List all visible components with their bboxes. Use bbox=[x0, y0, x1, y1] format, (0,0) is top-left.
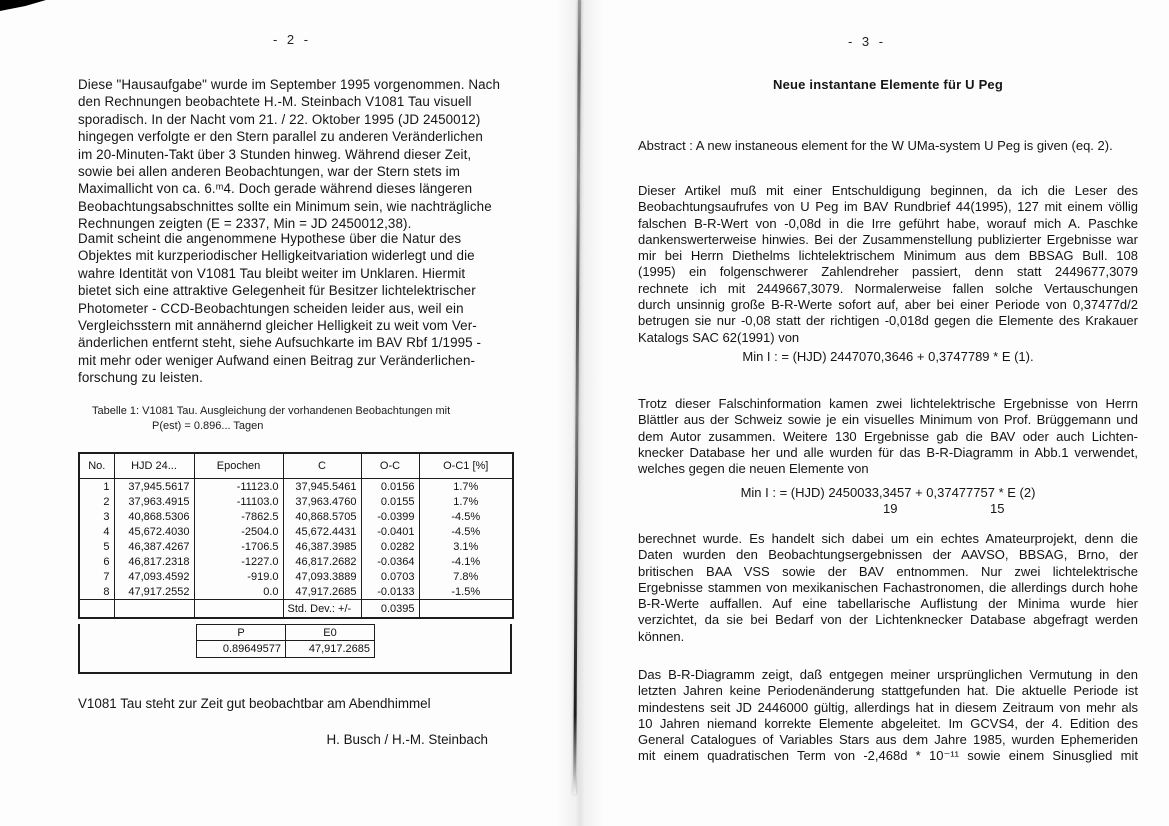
text-line: rechnete ich mit 2449667,3079. Normalerweise fallen solche Vertauschungen bbox=[638, 280, 1138, 296]
table-row bbox=[79, 524, 513, 539]
period-epoch-table bbox=[196, 624, 375, 658]
table-cell: 37,963.4760 bbox=[283, 494, 361, 509]
text-line: durch unsinnig große B-R-Werte sofort auf, aber bei einer Periode von 0,37477d/2 bbox=[638, 297, 1138, 313]
table-cell: -11123.0 bbox=[194, 479, 283, 495]
table-cell: -4.5% bbox=[419, 524, 513, 539]
text-line: Rechnungen zeigten (E = 2337, Min = JD 2450012,38). bbox=[78, 216, 412, 232]
stddev-value: 0.0395 bbox=[361, 600, 419, 619]
text-line: welches gegen die neuen Elemente von bbox=[638, 461, 869, 477]
column-header: O-C bbox=[361, 453, 419, 479]
empty-cell bbox=[79, 600, 114, 619]
table-cell: 45,672.4030 bbox=[114, 524, 194, 539]
table-cell: 45,672.4431 bbox=[283, 524, 361, 539]
column-header: Epochen bbox=[194, 453, 283, 479]
text-line: forschung zu leisten. bbox=[78, 370, 203, 386]
table-cell: 46,387.4267 bbox=[114, 539, 194, 554]
table-row bbox=[79, 494, 513, 509]
text-line: Maximallicht von ca. 6.ᵐ4. Doch gerade während dieses längeren bbox=[78, 181, 473, 197]
table-cell: -0.0399 bbox=[361, 509, 419, 524]
text-line: bietet sich eine attraktive Gelegenheit für Besitzer lichtelektrischer bbox=[78, 283, 476, 299]
text-line: mindestens seit JD 2446000 gültig, allerdings hat in diesem Zeitraum von mehr als bbox=[638, 699, 1138, 715]
equation-2: Min I : = (HJD) 2450033,3457 + 0,37477757 * E (2) bbox=[740, 485, 1036, 500]
table-cell: 46,817.2318 bbox=[114, 554, 194, 569]
text-line: betrugen sie nur -0,08 statt der richtigen -0,018d gegen die Elemente des Krakauer bbox=[638, 313, 1138, 329]
table-cell: -0.0133 bbox=[361, 584, 419, 600]
table-cell: 0.0155 bbox=[361, 494, 419, 509]
table-cell: 37,963.4915 bbox=[114, 494, 194, 509]
table-body bbox=[79, 479, 513, 600]
stddev-label: Std. Dev.: +/- bbox=[283, 600, 361, 619]
scan-corner-artifact bbox=[0, 0, 46, 11]
article-title: Neue instantane Elemente für U Peg bbox=[772, 77, 1004, 92]
text-line: dem Autor zusammen. Weitere 130 Ergebnisse gab die BAV oder auch Lichten- bbox=[638, 428, 1138, 444]
text-line: knecker Database her und alle wurden für das B-R-Diagramm in Abb.1 verwendet, bbox=[638, 444, 1138, 460]
table-cell: 8 bbox=[79, 584, 114, 600]
text-line: Damit scheint die angenommene Hypothese über die Natur des bbox=[78, 231, 462, 246]
text-line: sporadisch. In der Nacht vom 21. / 22. Oktober 1995 (JD 2450012) bbox=[78, 111, 481, 127]
table-cell: 46,817.2682 bbox=[283, 554, 361, 569]
text-line: Dieser Artikel muß mit einer Entschuldigung beginnen, da ich die Leser des bbox=[638, 183, 1138, 198]
table-row bbox=[79, 554, 513, 569]
table-1-area bbox=[78, 452, 512, 674]
text-line: berechnet wurde. Es handelt sich dabei um ein echtes Amateurprojekt, denn die bbox=[638, 531, 1138, 546]
text-line: Trotz dieser Falschinformation kamen zwei lichtelektrische Ergebnisse von Herrn bbox=[638, 396, 1138, 411]
table-cell: 47,917.2552 bbox=[114, 584, 194, 600]
page-number-right: - 3 - bbox=[847, 34, 887, 49]
table-cell: 47,093.4592 bbox=[114, 569, 194, 584]
table-cell: 40,868.5705 bbox=[283, 509, 361, 524]
text-line: 10 Jahren niemand korrekte Elemente abgeleitet. Im GCVS4, der 4. Edition des bbox=[638, 715, 1138, 731]
column-header: C bbox=[283, 453, 361, 479]
page-number-left: - 2 - bbox=[272, 32, 312, 47]
text-line: Blättler aus der Schweiz sowie je ein visuelles Minimum von Prof. Brüggemann und bbox=[638, 412, 1138, 428]
column-header: O-C1 [%] bbox=[419, 453, 513, 479]
table-cell: -1706.5 bbox=[194, 539, 283, 554]
column-header: No. bbox=[79, 453, 114, 479]
empty-cell bbox=[419, 600, 513, 619]
text-line: mit einem quadratischen Term von -2,468d * 10⁻¹¹ sowie einem Sinusglied mit bbox=[638, 748, 1138, 764]
text-line: Das B-R-Diagramm zeigt, daß entgegen meiner ursprünglichen Vermutung in den bbox=[638, 667, 1138, 682]
table-header-row bbox=[79, 453, 513, 479]
table-cell: 1.7% bbox=[419, 494, 513, 509]
table-cell: 0.0 bbox=[194, 584, 283, 600]
table-cell: 0.0156 bbox=[361, 479, 419, 495]
epoch-value: 47,917.2685 bbox=[286, 641, 375, 658]
table-row bbox=[79, 509, 513, 524]
table-cell: 1.7% bbox=[419, 479, 513, 495]
table-cell: -1227.0 bbox=[194, 554, 283, 569]
table-caption-line1: Tabelle 1: V1081 Tau. Ausgleichung der vorhandenen Beobachtungen mit bbox=[92, 405, 451, 417]
table-cell: 2 bbox=[79, 494, 114, 509]
table-cell: 0.0282 bbox=[361, 539, 419, 554]
text-line: britischen BAA VSS sowie der BAV entnommen. Nur zwei lichtelektrische bbox=[638, 563, 1138, 579]
elements-box bbox=[78, 624, 512, 674]
table-caption bbox=[92, 404, 450, 434]
stddev-row bbox=[79, 600, 513, 619]
text-line: letzten Jahren keine Periodenänderung stattgefunden hat. Die aktuelle Periode ist bbox=[638, 683, 1138, 699]
text-line: können. bbox=[638, 628, 685, 644]
table-row bbox=[79, 479, 513, 495]
text-line: Beobachtungsaufrufes von U Peg im BAV Rundbrief 44(1995), 127 mit einem völlig bbox=[638, 199, 1138, 215]
text-line: Objektes mit kurzperiodischer Helligkeitvariation widerlegt und die bbox=[78, 248, 475, 264]
table-cell: 37,945.5617 bbox=[114, 479, 194, 495]
closing-remark: V1081 Tau steht zur Zeit gut beobachtbar am Abendhimmel bbox=[78, 696, 431, 711]
text-line: dankenswerterweise hinwies. Bei der Zusammenstellung publizierter Ergebnisse war bbox=[638, 231, 1138, 247]
table-cell: 3.1% bbox=[419, 539, 513, 554]
sigma-epoch: 19 bbox=[883, 501, 898, 516]
table-row bbox=[79, 569, 513, 584]
text-line: änderlichen entfernt steht, siehe Aufsuchkarte im BAV Rbf 1/1995 - bbox=[78, 335, 482, 351]
table-caption-line2: P(est) = 0.896... Tagen bbox=[152, 420, 264, 432]
text-line: General Catalogues of Variables Stars aus dem Jahre 1985, wurden Ephemeriden bbox=[638, 732, 1138, 748]
text-line: hingegen verfolgte er den Stern parallel zu anderen Veränderlichen bbox=[78, 129, 483, 145]
table-cell: 4 bbox=[79, 524, 114, 539]
text-line: Daten wurden den Beobachtungsergebnissen der AAVSO, BBSAG, Brno, der bbox=[638, 547, 1138, 563]
pe0-value-row bbox=[197, 641, 375, 658]
pe0-header-row bbox=[197, 625, 375, 641]
table-cell: 40,868.5306 bbox=[114, 509, 194, 524]
text-line: den Rechnungen beobachtete H.-M. Steinbach V1081 Tau visuell bbox=[78, 94, 472, 110]
text-line: mir bei Herrn Diethelms lichtelektrischem Minimum aus dem BBSAG Bull. 108 bbox=[638, 248, 1138, 264]
table-cell: 3 bbox=[79, 509, 114, 524]
paragraph-amateurprojekt bbox=[638, 531, 1138, 645]
period-value: 0.89649577 bbox=[197, 641, 286, 658]
paragraph-entschuldigung bbox=[638, 183, 1138, 346]
text-line: Beobachtungsabschnittes sollte ein Minimum sein, wie nachträgliche bbox=[78, 198, 492, 214]
table-row bbox=[79, 584, 513, 600]
period-header: P bbox=[197, 625, 286, 641]
table-cell: 47,093.3889 bbox=[283, 569, 361, 584]
table-cell: -0.0401 bbox=[361, 524, 419, 539]
paragraph-br-diagramm bbox=[638, 667, 1138, 765]
text-line: B-R-Werte auffallen. Auf eine tabellarische Auflistung der Minima wurde hier bbox=[638, 596, 1138, 612]
text-line: falschen B-R-Wert von -0,08d in die Irre geführt habe, worauf mich A. Paschke bbox=[638, 215, 1138, 231]
table-cell: -7862.5 bbox=[194, 509, 283, 524]
author-signature: H. Busch / H.-M. Steinbach bbox=[326, 732, 488, 747]
table-cell: 0.0703 bbox=[361, 569, 419, 584]
table-cell: 5 bbox=[79, 539, 114, 554]
paragraph-falschinformation bbox=[638, 396, 1138, 477]
empty-cell bbox=[114, 600, 194, 619]
table-cell: 1 bbox=[79, 479, 114, 495]
table-cell: 6 bbox=[79, 554, 114, 569]
table-cell: -4.1% bbox=[419, 554, 513, 569]
text-line: wahre Identität von V1081 Tau bleibt weiter im Unklaren. Hiermit bbox=[78, 265, 466, 281]
abstract-line: Abstract : A new instaneous element for the W UMa-system U Peg is given (eq. 2). bbox=[638, 138, 1113, 153]
text-line: sowie bei allen anderen Beobachtungen, war der Stern stets im bbox=[78, 164, 461, 180]
text-line: im 20-Minuten-Takt über 3 Stunden hinweg. Während dieser Zeit, bbox=[78, 146, 472, 162]
table-cell: -2504.0 bbox=[194, 524, 283, 539]
table-cell: -0.0364 bbox=[361, 554, 419, 569]
equation-2-uncertainties bbox=[638, 501, 1138, 517]
text-line: (1995) ein folgenschwerer Zahlendreher passiert, denn statt 2449677,3079 bbox=[638, 264, 1138, 280]
text-line: Photometer - CCD-Beobachtungen scheiden leider aus, weil ein bbox=[78, 300, 464, 316]
table-cell: 46,387.3985 bbox=[283, 539, 361, 554]
equation-1: Min I : = (HJD) 2447070,3646 + 0,3747789 * E (1). bbox=[742, 349, 1034, 364]
observations-table bbox=[78, 452, 514, 619]
text-line: mit mehr oder weniger Aufwand einen Beitrag zur Veränderlichen- bbox=[78, 352, 476, 368]
text-line: verzichtet, da sie bei Bedarf von der Lichtenknecker Database abgefragt werden bbox=[638, 612, 1138, 628]
table-cell: 37,945.5461 bbox=[283, 479, 361, 495]
text-line: Vergleichsstern mit annähernd gleicher Helligkeit zu weit vom Ver- bbox=[78, 318, 477, 334]
text-line: Diese "Hausaufgabe" wurde im September 1995 vorgenommen. Nach bbox=[78, 77, 501, 92]
table-cell: -11103.0 bbox=[194, 494, 283, 509]
text-line: Ergebnisse stammen von mexikanischen Fachastronomen, die allerdings durch hohe bbox=[638, 579, 1138, 595]
table-cell: 7.8% bbox=[419, 569, 513, 584]
table-row bbox=[79, 539, 513, 554]
epoch-header: E0 bbox=[286, 625, 375, 641]
table-cell: 47,917.2685 bbox=[283, 584, 361, 600]
table-cell: 7 bbox=[79, 569, 114, 584]
table-cell: -4.5% bbox=[419, 509, 513, 524]
table-cell: -1.5% bbox=[419, 584, 513, 600]
text-line: Katalogs SAC 62(1991) von bbox=[638, 329, 800, 345]
column-header: HJD 24... bbox=[114, 453, 194, 479]
sigma-period: 15 bbox=[990, 501, 1005, 516]
table-cell: -919.0 bbox=[194, 569, 283, 584]
paragraph-hausaufgabe bbox=[78, 76, 548, 233]
empty-cell bbox=[194, 600, 283, 619]
paragraph-hypothese bbox=[78, 230, 548, 387]
